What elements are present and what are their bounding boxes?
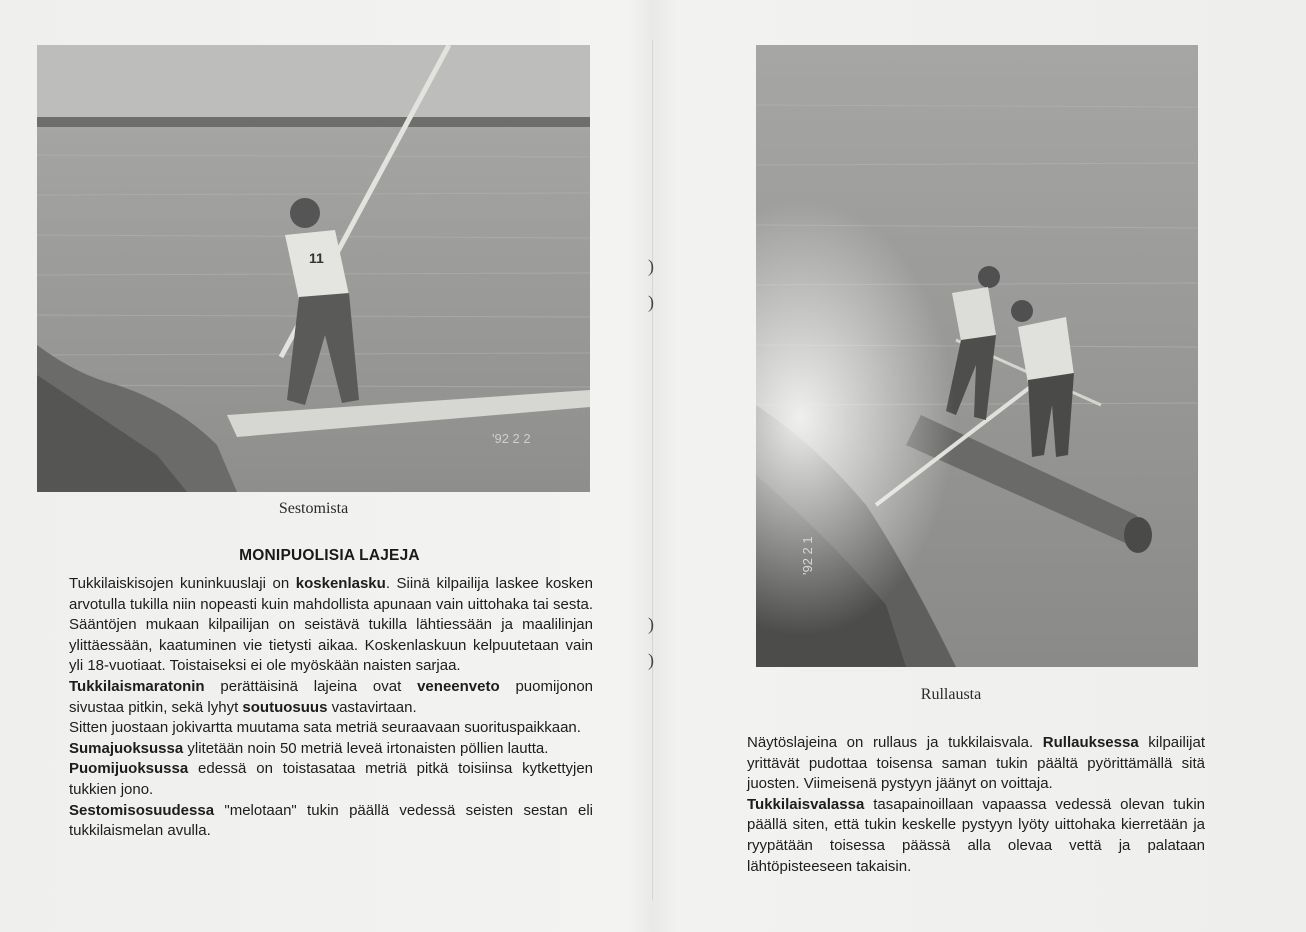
left-page-body (69, 574, 593, 842)
right-photo-date-stamp: '92 2 1 (800, 536, 815, 575)
staple-mark: ) (648, 614, 654, 634)
staple-mark: ) (648, 292, 654, 312)
paragraph-juoksu: Sitten juostaan jokivartta muutama sata metriä seuraavaan suorituspaikkaan. (69, 719, 581, 737)
paragraph-rullaus: Näytöslajeina on rullaus ja tukkilaisvala. Rullauksessa kilpailijat yrittävät pudottaa toisensa saman tukin päältä pyörittämällä sitä juosten. Viimeisenä pystyyn jäänyt on voittaja. (747, 734, 1205, 793)
caption-sestomista: Sestomista (278, 500, 349, 517)
right-page-body (747, 733, 1205, 877)
paragraph-tukkilaisvala: Tukkilaisvalassa tasapainoillaan vapaassa vedessä olevan tukin päällä siten, että tukin keskelle pystyyn lyöty uittohaka kierretään ja ryypätään toisessa päässä alla olevaa vettä ja palataan lähtöpisteeseen takaisin. (747, 795, 1205, 875)
section-heading: MONIPUOLISIA LAJEJA (239, 547, 420, 564)
left-photo-bib: 11 (309, 250, 324, 266)
paragraph-sumajuoksu: Sumajuoksussa ylitetään noin 50 metriä leveä irtonaisten pöllien lautta. (69, 739, 549, 757)
photo-sestomista (37, 45, 590, 492)
paragraph-sestomisosuus: Sestomisosuudessa "melotaan" tukin päällä vedessä seisten sestan eli tukkilaismelan avulla. (69, 801, 593, 840)
paragraph-tukkilaismaraton: Tukkilaismaratonin perättäisinä lajeina ovat veneenveto puomijonon sivustaa pitkin, sekä lyhyt soutuosuus vastavirtaan. (69, 677, 594, 716)
caption-rullausta: Rullausta (920, 686, 982, 703)
left-photo-date-stamp: '92 2 2 (492, 431, 531, 446)
spine-line (652, 40, 653, 900)
photo-rullausta (756, 45, 1198, 667)
staple-mark: ) (648, 650, 654, 670)
paragraph-koskenlasku: Tukkilaiskisojen kuninkuuslaji on koskenlasku. Siinä kilpailija laskee kosken arvotulla tukilla niin nopeasti kuin mahdollista apunaan vain uittohaka tai sesta. Sääntöjen mukaan kilpailijan on seistävä tukilla lähtiessään ja maalilinjan ylittäessään, kaatuminen vie tietysti aikaa. Koskenlaskuun kelpuutetaan vain yli 18-vuotiaat. Toistaiseksi ei ole myöskään naisten sarjaa. (69, 575, 593, 675)
staple-mark: ) (648, 256, 654, 276)
paragraph-puomijuoksu: Puomijuoksussa edessä on toistasataa metriä pitkä toisiinsa kytkettyjen tukkien jono. (69, 760, 593, 798)
